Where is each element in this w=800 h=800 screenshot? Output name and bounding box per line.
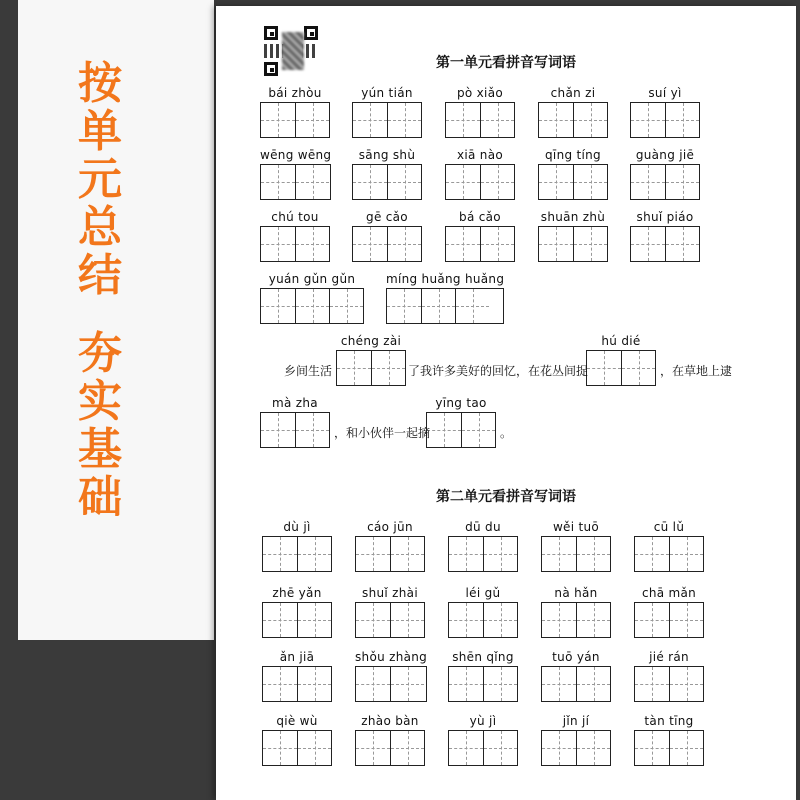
unit2-title: 第二单元看拼音写词语	[436, 489, 576, 505]
word-item[interactable]	[352, 84, 422, 138]
writing-cell[interactable]	[539, 227, 573, 261]
writing-cell[interactable]	[483, 667, 517, 701]
banner-char: 按	[78, 58, 122, 109]
writing-cell[interactable]	[387, 227, 421, 261]
pinyin-label: shuān zhù	[540, 210, 606, 224]
writing-cell[interactable]	[573, 227, 607, 261]
writing-boxes[interactable]	[541, 536, 611, 572]
banner-char: 夯	[78, 328, 122, 379]
word-item[interactable]	[355, 518, 425, 572]
writing-cell[interactable]	[297, 667, 331, 701]
writing-boxes[interactable]	[541, 666, 611, 702]
banner-char: 础	[78, 472, 122, 523]
pinyin-label: léi gǔ	[465, 586, 501, 600]
pinyin-label: chā mǎn	[641, 586, 697, 600]
writing-boxes[interactable]	[352, 226, 422, 262]
banner-title-line2	[70, 330, 130, 522]
banner-char: 结	[78, 250, 122, 301]
writing-cell[interactable]	[390, 603, 424, 637]
banner-char: 基	[78, 424, 122, 475]
writing-boxes[interactable]	[355, 602, 425, 638]
writing-cell[interactable]	[480, 227, 514, 261]
writing-cell[interactable]	[353, 103, 387, 137]
writing-boxes[interactable]	[445, 102, 515, 138]
pinyin-label: mà zha	[272, 396, 318, 410]
writing-boxes[interactable]	[262, 666, 332, 702]
writing-cell[interactable]	[261, 289, 295, 323]
writing-cell[interactable]	[665, 165, 699, 199]
writing-cell[interactable]	[390, 667, 424, 701]
banner-char: 总	[78, 202, 122, 253]
writing-cell[interactable]	[576, 603, 610, 637]
pinyin-label: zhē yǎn	[272, 586, 322, 600]
writing-cell[interactable]	[455, 289, 489, 323]
worksheet-page	[216, 6, 796, 800]
word-item[interactable]	[448, 648, 518, 702]
writing-boxes[interactable]	[634, 730, 704, 766]
pinyin-label: míng huǎng huǎng	[386, 272, 505, 286]
writing-cell[interactable]	[329, 289, 363, 323]
banner-char: 单	[78, 106, 122, 157]
writing-cell[interactable]	[261, 227, 295, 261]
writing-cell[interactable]	[449, 603, 483, 637]
word-item[interactable]	[445, 146, 515, 200]
pinyin-label: dū du	[465, 520, 501, 534]
writing-cell[interactable]	[387, 103, 421, 137]
writing-cell[interactable]	[353, 227, 387, 261]
writing-cell[interactable]	[449, 731, 483, 765]
word-item[interactable]	[541, 712, 611, 766]
word-item[interactable]	[445, 84, 515, 138]
word-item[interactable]	[541, 648, 611, 702]
word-item[interactable]	[260, 208, 330, 262]
pinyin-label: shuǐ piáo	[636, 210, 694, 224]
pinyin-label: pò xiǎo	[456, 86, 503, 100]
pinyin-label: yù jì	[469, 714, 497, 728]
writing-boxes[interactable]	[448, 666, 518, 702]
writing-cell[interactable]	[387, 165, 421, 199]
word-item[interactable]	[262, 712, 332, 766]
word-item[interactable]	[260, 84, 330, 138]
pinyin-label: ǎn jiā	[279, 650, 315, 664]
word-item[interactable]	[538, 146, 608, 200]
writing-cell[interactable]	[356, 603, 390, 637]
sentence-text-4: ，和小伙伴一起摘	[334, 426, 431, 440]
writing-boxes[interactable]	[445, 164, 515, 200]
writing-boxes[interactable]	[262, 602, 332, 638]
banner-char: 元	[78, 154, 122, 205]
writing-boxes[interactable]	[634, 666, 704, 702]
pinyin-label: hú dié	[601, 334, 641, 348]
writing-cell[interactable]	[297, 537, 331, 571]
writing-boxes[interactable]	[262, 730, 332, 766]
word-item[interactable]	[634, 712, 704, 766]
pinyin-label: qiè wù	[276, 714, 318, 728]
writing-boxes[interactable]	[260, 102, 330, 138]
writing-cell[interactable]	[665, 103, 699, 137]
pinyin-label: gē cǎo	[366, 210, 408, 224]
writing-boxes[interactable]	[262, 536, 332, 572]
word-item[interactable]	[541, 518, 611, 572]
pinyin-label: zhào bàn	[361, 714, 419, 728]
writing-cell[interactable]	[390, 537, 424, 571]
writing-cell[interactable]	[573, 165, 607, 199]
writing-boxes[interactable]	[538, 102, 608, 138]
pinyin-label: jǐn jí	[562, 714, 590, 728]
writing-cell[interactable]	[387, 289, 421, 323]
writing-cell[interactable]	[261, 103, 295, 137]
writing-cell[interactable]	[669, 731, 703, 765]
writing-cell[interactable]	[635, 537, 669, 571]
writing-boxes[interactable]	[538, 164, 608, 200]
writing-cell[interactable]	[295, 227, 329, 261]
pinyin-label: bá cǎo	[459, 210, 501, 224]
writing-cell[interactable]	[446, 165, 480, 199]
writing-boxes[interactable]	[352, 102, 422, 138]
writing-boxes[interactable]	[448, 602, 518, 638]
word-item[interactable]	[448, 584, 518, 638]
writing-boxes[interactable]	[630, 226, 700, 262]
writing-cell[interactable]	[576, 537, 610, 571]
word-item[interactable]	[262, 518, 332, 572]
writing-cell[interactable]	[542, 603, 576, 637]
writing-cell[interactable]	[635, 731, 669, 765]
writing-cell[interactable]	[446, 103, 480, 137]
writing-cell[interactable]	[353, 165, 387, 199]
writing-boxes[interactable]	[448, 536, 518, 572]
pinyin-label: chǎn zi	[550, 86, 596, 100]
word-item[interactable]	[260, 270, 364, 324]
word-item[interactable]	[262, 648, 332, 702]
banner-title-line1	[70, 60, 130, 300]
word-item[interactable]	[538, 208, 608, 262]
word-item[interactable]	[260, 146, 331, 200]
pinyin-label: tàn tīng	[644, 714, 694, 728]
writing-cell[interactable]	[446, 227, 480, 261]
pinyin-label: bái zhòu	[268, 86, 322, 100]
pinyin-label: wēng wēng	[260, 148, 332, 162]
writing-cell[interactable]	[263, 537, 297, 571]
writing-cell[interactable]	[480, 165, 514, 199]
writing-boxes[interactable]	[448, 730, 518, 766]
writing-cell[interactable]	[295, 103, 329, 137]
word-item[interactable]	[355, 584, 425, 638]
writing-cell[interactable]	[263, 731, 297, 765]
word-item[interactable]	[634, 518, 704, 572]
pinyin-label: guàng jiē	[635, 148, 695, 162]
writing-cell[interactable]	[449, 667, 483, 701]
writing-cell[interactable]	[449, 537, 483, 571]
sentence-blank-3[interactable]	[260, 394, 330, 448]
word-item[interactable]	[634, 584, 704, 638]
writing-cell[interactable]	[356, 667, 390, 701]
writing-boxes[interactable]	[634, 536, 704, 572]
pinyin-label: shuǐ zhài	[362, 586, 418, 600]
writing-cell[interactable]	[261, 165, 295, 199]
writing-cell[interactable]	[542, 731, 576, 765]
word-item[interactable]	[445, 208, 515, 262]
writing-boxes[interactable]	[260, 288, 364, 324]
writing-boxes[interactable]	[445, 226, 515, 262]
writing-cell[interactable]	[356, 537, 390, 571]
writing-cell[interactable]	[483, 603, 517, 637]
writing-cell[interactable]	[297, 603, 331, 637]
writing-cell[interactable]	[631, 227, 665, 261]
writing-cell[interactable]	[576, 667, 610, 701]
writing-cell[interactable]	[635, 603, 669, 637]
sentence-text-5: 。	[500, 426, 513, 440]
sentence-blank-4[interactable]	[426, 394, 496, 448]
writing-cell[interactable]	[295, 289, 329, 323]
pinyin-label: chéng zài	[340, 334, 402, 348]
word-item[interactable]	[630, 208, 700, 262]
writing-boxes[interactable]	[355, 730, 425, 766]
pinyin-label: shēn qǐng	[452, 650, 514, 664]
writing-cell[interactable]	[297, 731, 331, 765]
writing-cell[interactable]	[542, 667, 576, 701]
writing-cell[interactable]	[573, 103, 607, 137]
writing-cell[interactable]	[356, 731, 390, 765]
sentence-text-2: 了我许多美好的回忆，在花丛间捉	[408, 364, 589, 378]
writing-boxes[interactable]	[541, 730, 611, 766]
pinyin-label: nà hǎn	[554, 586, 598, 600]
banner-char: 实	[78, 376, 122, 427]
writing-cell[interactable]	[539, 103, 573, 137]
writing-cell[interactable]	[669, 667, 703, 701]
sentence-blank-2[interactable]	[586, 332, 656, 386]
writing-cell[interactable]	[483, 537, 517, 571]
writing-cell[interactable]	[295, 165, 329, 199]
pinyin-label: yīng tao	[435, 396, 487, 410]
pinyin-label: cáo jūn	[367, 520, 413, 534]
word-item[interactable]	[538, 84, 608, 138]
pinyin-label: yún tián	[361, 86, 413, 100]
writing-boxes[interactable]	[355, 666, 427, 702]
word-item[interactable]	[448, 518, 518, 572]
writing-boxes[interactable]	[634, 602, 704, 638]
pinyin-label: shǒu zhàng	[355, 650, 428, 664]
writing-cell[interactable]	[539, 165, 573, 199]
writing-boxes[interactable]	[260, 164, 331, 200]
writing-cell[interactable]	[576, 731, 610, 765]
writing-boxes[interactable]	[386, 288, 504, 324]
word-item[interactable]	[541, 584, 611, 638]
word-item[interactable]	[352, 146, 422, 200]
pinyin-label: wěi tuō	[552, 520, 600, 534]
pinyin-label: tuō yán	[552, 650, 600, 664]
writing-cell[interactable]	[669, 537, 703, 571]
word-item[interactable]	[355, 712, 425, 766]
writing-cell[interactable]	[390, 731, 424, 765]
writing-boxes[interactable]	[541, 602, 611, 638]
writing-cell[interactable]	[263, 667, 297, 701]
writing-cell[interactable]	[263, 603, 297, 637]
writing-cell[interactable]	[669, 603, 703, 637]
pinyin-label: dù jì	[283, 520, 311, 534]
writing-boxes[interactable]	[352, 164, 422, 200]
writing-boxes[interactable]	[260, 226, 330, 262]
writing-cell[interactable]	[631, 103, 665, 137]
pinyin-label: jié rán	[649, 650, 689, 664]
writing-cell[interactable]	[635, 667, 669, 701]
pinyin-label: suí yì	[648, 86, 682, 100]
writing-boxes[interactable]	[355, 536, 425, 572]
writing-cell[interactable]	[483, 731, 517, 765]
writing-boxes[interactable]	[630, 102, 700, 138]
sentence-text-3: ，在草地上逮	[660, 364, 733, 378]
pinyin-label: chú tou	[271, 210, 319, 224]
writing-boxes[interactable]	[630, 164, 700, 200]
pinyin-label: xiā nào	[456, 148, 503, 162]
writing-boxes[interactable]	[538, 226, 608, 262]
writing-cell[interactable]	[421, 289, 455, 323]
sentence-text-1: 乡间生活	[284, 364, 333, 378]
word-item[interactable]	[355, 648, 427, 702]
unit1-title: 第一单元看拼音写词语	[436, 55, 576, 71]
word-item[interactable]	[386, 270, 504, 324]
pinyin-label: qīng tíng	[545, 148, 601, 162]
word-item[interactable]	[262, 584, 332, 638]
word-item[interactable]	[630, 84, 700, 138]
word-item[interactable]	[634, 648, 704, 702]
word-item[interactable]	[448, 712, 518, 766]
writing-cell[interactable]	[542, 537, 576, 571]
pinyin-label: cū lǔ	[653, 520, 685, 534]
writing-cell[interactable]	[665, 227, 699, 261]
writing-cell[interactable]	[631, 165, 665, 199]
sentence-blank-1[interactable]	[336, 332, 406, 386]
word-item[interactable]	[352, 208, 422, 262]
writing-cell[interactable]	[480, 103, 514, 137]
word-item[interactable]	[630, 146, 700, 200]
pinyin-label: yuán gǔn gǔn	[268, 272, 356, 286]
pinyin-label: sāng shù	[358, 148, 416, 162]
